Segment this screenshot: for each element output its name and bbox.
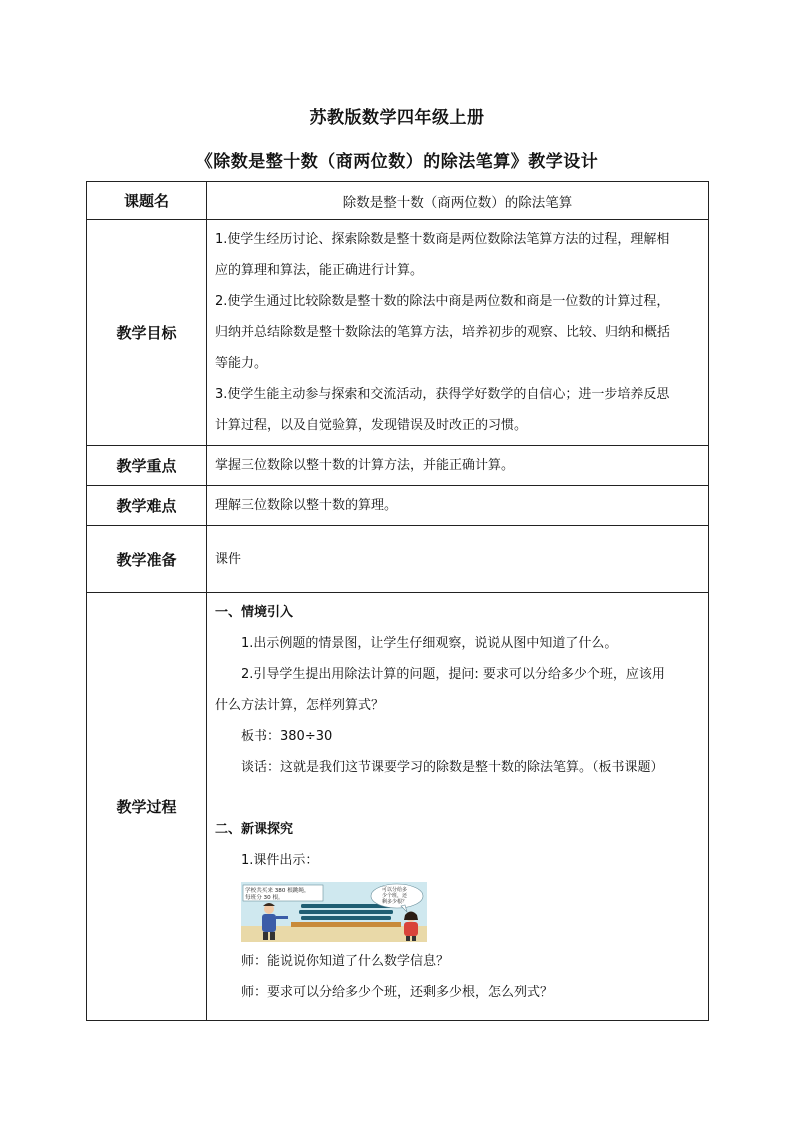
- preparation-label: 教学准备: [87, 526, 207, 593]
- talk-note: 谈话：这就是我们这节课要学习的除数是整十数的除法笔算。（板书课题）: [241, 760, 664, 775]
- difficulty-value: 理解三位数除以整十数的算理。: [207, 486, 709, 526]
- illus-left-text-1: 学校共买来 380 根跳绳，: [245, 888, 310, 894]
- process-content: [207, 593, 709, 1021]
- teacher-question: 师：要求可以分给多少个班，还剩多少根，怎么列式？: [241, 985, 554, 1000]
- objective-line: 等能力。: [215, 356, 268, 371]
- illus-left-text-2: 每班分 30 根。: [245, 895, 284, 901]
- row-preparation: [87, 526, 709, 593]
- process-label: 教学过程: [87, 593, 207, 1021]
- document-subtitle: 《除数是整十数（商两位数）的除法笔算》教学设计: [195, 152, 599, 172]
- topic-label: 课题名: [87, 182, 207, 220]
- process-line: 什么方法计算，怎样列算式？: [215, 698, 385, 713]
- document-title: 苏教版数学四年级上册: [309, 108, 485, 128]
- illus-bubble-text-3: 剩多少根？: [382, 899, 408, 905]
- process-line: 1.出示例题的情景图，让学生仔细观察，说说从图中知道了什么。: [241, 636, 618, 651]
- objective-line: 3.使学生能主动参与探索和交流活动，获得学好数学的自信心；进一步培养反思: [215, 387, 670, 402]
- illus-bubble-text-2: 少个班，还: [382, 893, 408, 899]
- objective-line: 2.使学生通过比较除数是整十数的除法中商是两位数和商是一位数的计算过程，: [215, 294, 670, 309]
- process-line: 2.引导学生提出用除法计算的问题，提问: 要求可以分给多少个班，应该用: [241, 667, 665, 682]
- objective-line: 归纳并总结除数是整十数除法的笔算方法，培养初步的观察、比较、归纳和概括: [215, 325, 671, 340]
- key-point-label: 教学重点: [87, 446, 207, 486]
- illustration-wrapper: [215, 876, 700, 946]
- jump-rope-illustration: [241, 882, 427, 942]
- objective-line: 应的算理和算法，能正确进行计算。: [215, 263, 424, 278]
- topic-value: 除数是整十数（商两位数）的除法笔算: [207, 182, 709, 220]
- row-process: [87, 593, 709, 1021]
- row-key-point: [87, 446, 709, 486]
- row-objectives: [87, 220, 709, 446]
- objective-line: 1.使学生经历讨论、探索除数是整十数商是两位数除法笔算方法的过程，理解相: [215, 232, 670, 247]
- row-difficulty: [87, 486, 709, 526]
- illus-bubble-text-1: 可以分给多: [382, 887, 408, 893]
- process-line: 1.课件出示：: [241, 853, 319, 868]
- objectives-label: 教学目标: [87, 220, 207, 446]
- board-note: 板书：380÷30: [241, 729, 333, 744]
- difficulty-label: 教学难点: [87, 486, 207, 526]
- row-topic: [87, 182, 709, 220]
- lesson-plan-table: [86, 181, 709, 1021]
- section-title: 一、情境引入: [215, 605, 294, 620]
- objectives-content: [207, 220, 709, 446]
- teacher-question: 师：能说说你知道了什么数学信息？: [241, 954, 450, 969]
- rope-bundles: [299, 904, 393, 920]
- objective-line: 计算过程，以及自觉验算，发现错误及时改正的习惯。: [215, 418, 528, 433]
- section-title: 二、新课探究: [215, 822, 294, 837]
- key-point-value: 掌握三位数除以整十数的计算方法，并能正确计算。: [207, 446, 709, 486]
- blank-line: [215, 783, 700, 814]
- preparation-value: 课件: [207, 526, 709, 593]
